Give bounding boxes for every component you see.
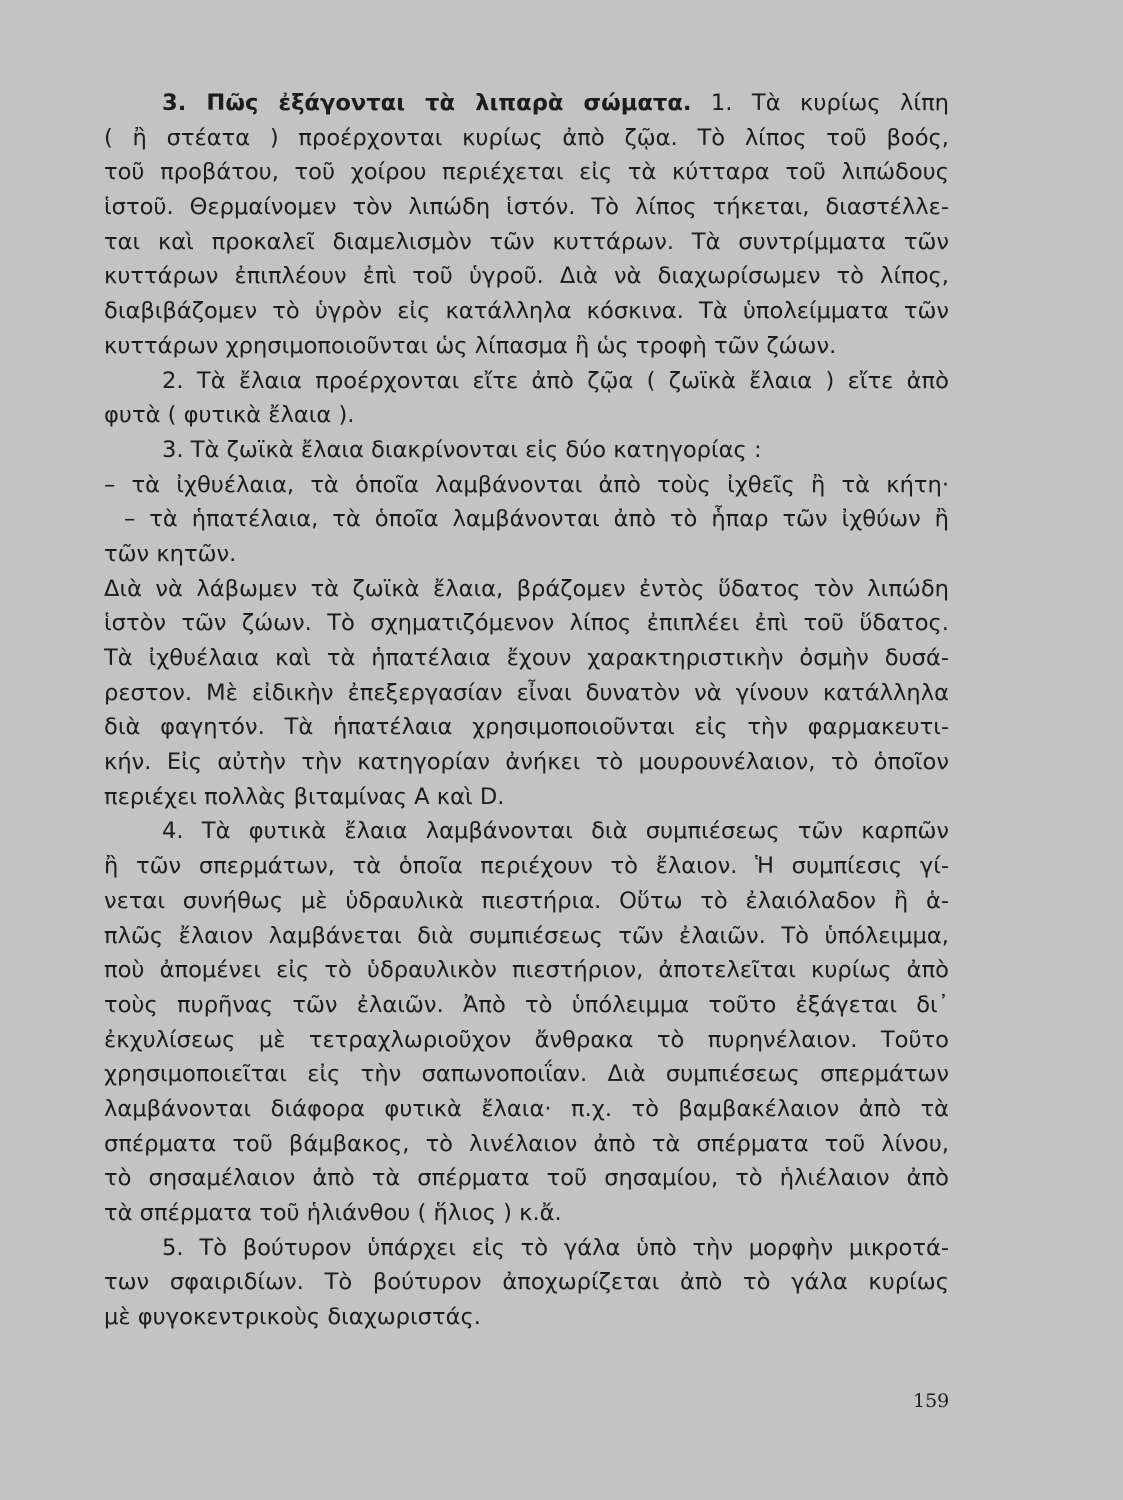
text-line: – τὰ ἰχθυέλαια, τὰ ὁποῖα λαμβάνονται ἀπὸ τοὺς ἰχθεῖς ἢ τὰ κήτη· bbox=[104, 471, 949, 498]
text-line: διὰ φαγητόν. Τὰ ἡπατέλαια χρησιμοποιοῦνται εἰς τὴν φαρμακευτι- bbox=[104, 714, 949, 741]
text-line: ἱστὸν τῶν ζώων. Τὸ σχηματιζόμενον λίπος ἐπιπλέει ἐπὶ τοῦ ὕδατος. bbox=[104, 610, 949, 637]
text-line: ποὺ ἀπομένει εἰς τὸ ὑδραυλικὸν πιεστήριον, ἀποτελεῖται κυρίως ἀπὸ bbox=[104, 957, 949, 984]
text-line: τοῦ προβάτου, τοῦ χοίρου περιέχεται εἰς τὰ κύτταρα τοῦ λιπώδους bbox=[104, 159, 949, 186]
text-line: τοὺς πυρῆνας τῶν ἐλαιῶν. Ἀπὸ τὸ ὑπόλειμμα τοῦτο ἐξάγεται δι᾽ bbox=[104, 991, 949, 1018]
text-line: σπέρματα τοῦ βάμβακος, τὸ λινέλαιον ἀπὸ τὰ σπέρματα τοῦ λίνου, bbox=[104, 1130, 949, 1157]
text-line: τὸ σησαμέλαιον ἀπὸ τὰ σπέρματα τοῦ σησαμίου, τὸ ἡλιέλαιον ἀπὸ bbox=[104, 1165, 949, 1192]
text-line: – τὰ ἡπατέλαια, τὰ ὁποῖα λαμβάνονται ἀπὸ τὸ ἧπαρ τῶν ἰχθύων ἢ bbox=[124, 506, 949, 533]
section-heading: 3. Πῶς ἐξάγονται τὰ λιπαρὰ σώματα. bbox=[162, 90, 692, 116]
text-line: ἐκχυλίσεως μὲ τετραχλωριοῦχον ἄνθρακα τὸ πυρηνέλαιον. Τοῦτο bbox=[104, 1026, 949, 1053]
page-number: 159 bbox=[913, 1390, 950, 1412]
text-line: περιέχει πολλὰς βιταμίνας A καὶ D. bbox=[104, 783, 505, 810]
text-line: νεται συνήθως μὲ ὑδραυλικὰ πιεστήρια. Οὕτω τὸ ἐλαιόλαδον ἢ ἁ- bbox=[104, 887, 949, 914]
text-line: διαβιβάζομεν τὸ ὑγρὸν εἰς κατάλληλα κόσκινα. Τὰ ὑπολείμματα τῶν bbox=[104, 298, 949, 325]
text-line: πλῶς ἔλαιον λαμβάνεται διὰ συμπιέσεως τῶν ἐλαιῶν. Τὸ ὑπόλειμμα, bbox=[104, 922, 949, 949]
text-line: Τὰ ἰχθυέλαια καὶ τὰ ἡπατέλαια ἔχουν χαρακτηριστικὴν ὀσμὴν δυσά- bbox=[104, 645, 949, 671]
text-line: κήν. Εἰς αὐτὴν τὴν κατηγορίαν ἀνήκει τὸ μουρουνέλαιον, τὸ ὁποῖον bbox=[104, 749, 949, 776]
text-line: 4. Τὰ φυτικὰ ἔλαια λαμβάνονται διὰ συμπιέσεως τῶν καρπῶν bbox=[162, 818, 949, 845]
text-line: μὲ φυγοκεντρικοὺς διαχωριστάς. bbox=[104, 1304, 481, 1331]
text-line: χρησιμοποιεῖται εἰς τὴν σαπωνοποιΐαν. Διὰ συμπιέσεως σπερμάτων bbox=[104, 1061, 949, 1088]
text-line: λαμβάνονται διάφορα φυτικὰ ἔλαια· π.χ. τὸ βαμβακέλαιον ἀπὸ τὰ bbox=[104, 1095, 949, 1122]
text-line: κυττάρων ἐπιπλέουν ἐπὶ τοῦ ὑγροῦ. Διὰ νὰ διαχωρίσωμεν τὸ λίπος, bbox=[104, 263, 949, 290]
body-text bbox=[104, 86, 949, 1335]
text-line: ἢ τῶν σπερμάτων, τὰ ὁποῖα περιέχουν τὸ ἔλαιον. Ἡ συμπίεσις γί- bbox=[104, 853, 949, 880]
text-line: των σφαιριδίων. Τὸ βούτυρον ἀποχωρίζεται ἀπὸ τὸ γάλα κυρίως bbox=[104, 1269, 949, 1296]
text-line: τὰ σπέρματα τοῦ ἡλιάνθου ( ἥλιος ) κ.ἄ. bbox=[104, 1200, 562, 1226]
text-line: 3. Τὰ ζωϊκὰ ἔλαια διακρίνονται εἰς δύο κατηγορίας : bbox=[162, 436, 762, 463]
text-line: φυτὰ ( φυτικὰ ἔλαια ). bbox=[104, 402, 355, 429]
text-line: 2. Τὰ ἔλαια προέρχονται εἴτε ἀπὸ ζῷα ( ζωϊκὰ ἔλαια ) εἴτε ἀπὸ bbox=[162, 367, 949, 394]
text-line: Διὰ νὰ λάβωμεν τὰ ζωϊκὰ ἔλαια, βράζομεν ἐντὸς ὕδατος τὸν λιπώδη bbox=[104, 575, 949, 602]
text-line: κυττάρων χρησιμοποιοῦνται ὡς λίπασμα ἢ ὡς τροφὴ τῶν ζώων. bbox=[104, 332, 837, 359]
text-span: 1. Τὰ κυρίως λίπη bbox=[710, 90, 950, 116]
text-line: ( ἢ στέατα ) προέρχονται κυρίως ἀπὸ ζῷα. Τὸ λίπος τοῦ βοός, bbox=[104, 124, 949, 151]
text-line: ται καὶ προκαλεῖ διαμελισμὸν τῶν κυττάρων. Τὰ συντρίμματα τῶν bbox=[104, 228, 949, 255]
text-line: ἱστοῦ. Θερμαίνομεν τὸν λιπώδη ἱστόν. Τὸ λίπος τήκεται, διαστέλλε- bbox=[104, 194, 949, 221]
text-line: 5. Τὸ βούτυρον ὑπάρχει εἰς τὸ γάλα ὑπὸ τὴν μορφὴν μικροτά- bbox=[162, 1234, 949, 1261]
text-line: ρεστον. Μὲ εἰδικὴν ἐπεξεργασίαν εἶναι δυνατὸν νὰ γίνουν κατάλληλα bbox=[104, 679, 949, 706]
text-line: τῶν κητῶν. bbox=[104, 540, 237, 567]
text-line bbox=[104, 86, 949, 121]
